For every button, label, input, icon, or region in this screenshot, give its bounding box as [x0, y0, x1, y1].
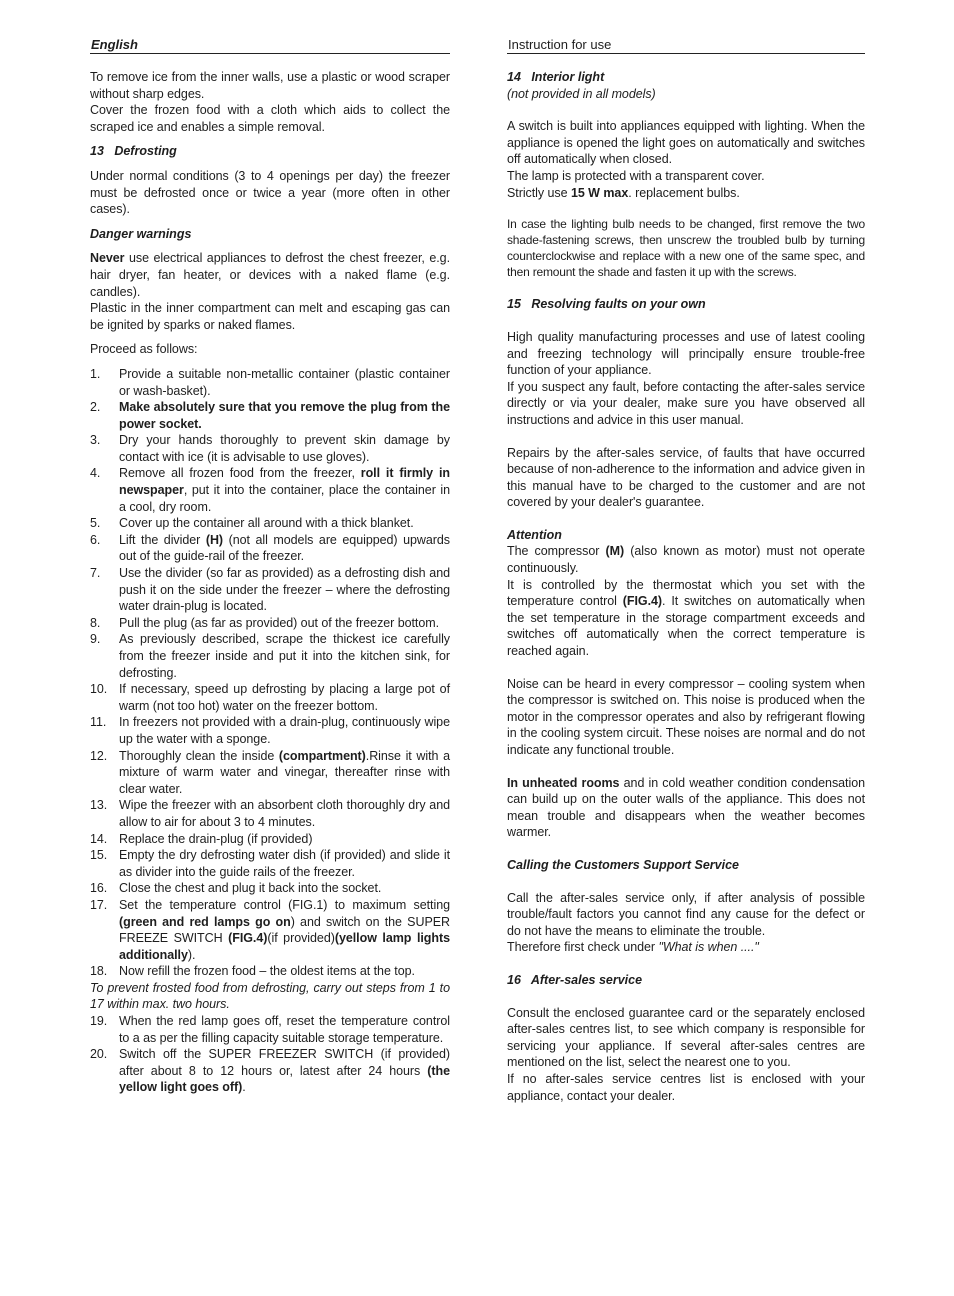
- list-item: 7. Use the divider (so far as provided) as a defrosting dish and push it on the side under the freezer – where the defrosting water drain-plug is located.: [90, 566, 450, 614]
- list-item: 15. Empty the dry defrosting water dish (if provided) and slide it as divider into the guide rails of the freezer.: [90, 848, 450, 879]
- noise-text: Noise can be heard in every compressor – cooling system when the compressor is switched on. This noise is produced when the motor in the compressor operates and also by refrigerant flowing in the cooling system circuit. These noises are normal and do not indicate any functional trouble.: [507, 676, 865, 757]
- interior-light-text-2: The lamp is protected with a transparent cover.: [507, 168, 765, 183]
- list-item: 11. In freezers not provided with a drain-plug, continuously wipe up the water with a sponge.: [90, 715, 450, 746]
- list-item: 5. Cover up the container all around with a thick blanket.: [90, 516, 414, 531]
- unheated-rooms-text: In unheated rooms and in cold weather condition condensation can build up on the outer walls of the appliance. This does not mean trouble and disappears when the weather becomes warmer.: [507, 775, 866, 840]
- interior-light-text-1: A switch is built into appliances equipped with lighting. When the appliance is opened the light goes on automatically and switches off automatically when closed.: [507, 119, 865, 167]
- list-item: 19. When the red lamp goes off, reset the temperature control to a as per the filling capacity suitable storage temperature.: [90, 1014, 450, 1045]
- calling-support-heading: Calling the Customers Support Service: [507, 857, 739, 872]
- left-column: [90, 36, 450, 1096]
- after-sales-text-1: Consult the enclosed guarantee card or the separately enclosed after-sales centres list, to see which company is responsible for servicing your appliance. If several after-sales centres are mentioned on the list, select the nearest one to you.: [507, 1005, 865, 1070]
- danger-warnings-heading: Danger warnings: [90, 226, 192, 241]
- list-item: 2. Make absolutely sure that you remove the plug from the power socket.: [90, 400, 450, 431]
- attention-text-1: The compressor (M) (also known as motor) must not operate continuously.: [507, 544, 865, 576]
- defrosting-text: Under normal conditions (3 to 4 openings per day) the freezer must be defrosted once or twice a year (more often in other cases).: [90, 168, 450, 217]
- resolving-faults-heading: 15 Resolving faults on your own: [507, 297, 706, 312]
- prevent-defrosting-note: To prevent frosted food from defrosting, carry out steps from 1 to 17 within max. two hours.: [90, 980, 450, 1012]
- list-item: 1. Provide a suitable non-metallic container (plastic container or wash-basket).: [90, 366, 450, 398]
- intro-paragraph-1: To remove ice from the inner walls, use a plastic or wood scraper without sharp edges.: [90, 70, 450, 101]
- list-item: 20. Switch off the SUPER FREEZER SWITCH (if provided) after about 8 to 12 hours or, latest after 24 hours (the yellow light goes off).: [90, 1047, 450, 1095]
- list-item: 10. If necessary, speed up defrosting by placing a large pot of warm (not too hot) water on the freezer bottom.: [90, 682, 450, 713]
- interior-light-subheading: (not provided in all models): [507, 86, 656, 101]
- bulb-change-text: In case the lighting bulb needs to be changed, first remove the two shade-fastening screws, then unscrew the troubled bulb by turning counterclockwise and replace with a new one of the same spec, and then remount the shade and fasten it up with the screws.: [507, 217, 865, 279]
- faults-text-2: If you suspect any fault, before contacting the after-sales service directly or via your dealer, make sure you have observed all instructions and advice in this user manual.: [507, 379, 865, 427]
- interior-light-text-3: Strictly use 15 W max. replacement bulbs.: [507, 185, 740, 200]
- list-item: 4. Remove all frozen food from the freezer, roll it firmly in newspaper, put it into the container, place the container in a cool, dry room.: [90, 466, 450, 514]
- interior-light-heading: 14 Interior light: [507, 70, 605, 84]
- list-item: 17. Set the temperature control (FIG.1) to maximum setting (green and red lamps go on) and switch on the SUPER FREEZE SWITCH (FIG.4)(if provided)(yellow lamp lights additionally).: [90, 897, 450, 962]
- manual-header: Instruction for use: [507, 36, 865, 54]
- defrosting-heading: 13 Defrosting: [90, 144, 177, 159]
- attention-heading: Attention: [507, 527, 562, 542]
- calling-text-2: Therefore first check under "What is when ....": [507, 940, 759, 955]
- danger-text-1: use electrical appliances to defrost the chest freezer, e.g. hair dryer, fan heater, or devices with a naked flame (e.g. candles).: [90, 251, 450, 299]
- after-sales-heading: 16 After-sales service: [507, 972, 643, 987]
- list-item: 9. As previously described, scrape the thickest ice carefully from the freezer inside and put it into the kitchen sink, for defrosting.: [90, 632, 450, 680]
- list-item: 12. Thoroughly clean the inside (compartment).Rinse it with a mixture of warm water and vinegar, thereafter rinse with clear water.: [90, 748, 450, 796]
- list-item: 18. Now refill the frozen food – the oldest items at the top.: [90, 964, 415, 979]
- faults-text-1: High quality manufacturing processes and use of latest cooling and freezing technology will principally ensure trouble-free function of your appliance.: [507, 329, 865, 378]
- right-column: [507, 36, 865, 1104]
- list-item: 3. Dry your hands thoroughly to prevent skin damage by contact with ice (it is advisable to use gloves).: [90, 433, 450, 464]
- attention-text-2: It is controlled by the thermostat which you set with the temperature control (FIG.4). It switches on automatically when the set temperature in the storage compartment exceeds and switches off automatically when the correct temperature is reached again.: [507, 577, 866, 659]
- calling-text-1: Call the after-sales service only, if after analysis of possible trouble/fault factors you cannot find any cause for the defect or do not have the means to eliminate the trouble.: [507, 890, 865, 938]
- danger-never: Never: [90, 251, 125, 266]
- list-item: 14. Replace the drain-plug (if provided): [90, 831, 313, 846]
- intro-paragraph-2: Cover the frozen food with a cloth which aids to collect the scraped ice and enables a simple removal.: [90, 103, 450, 134]
- list-item: 6. Lift the divider (H) (not all models are equipped) upwards out of the guide-rail of the freezer.: [90, 532, 450, 564]
- repairs-text: Repairs by the after-sales service, of faults that have occurred because of non-adherence to the information and advice given in this manual have to be charged to the customer and are not covered by your dealer's guarantee.: [507, 445, 865, 510]
- list-item: 16. Close the chest and plug it back into the socket.: [90, 881, 382, 896]
- list-item: 8. Pull the plug (as far as provided) out of the freezer bottom.: [90, 615, 440, 630]
- after-sales-text-2: If no after-sales service centres list is enclosed with your appliance, contact your dealer.: [507, 1071, 865, 1103]
- proceed-text: Proceed as follows:: [90, 342, 198, 357]
- defrost-steps-list-2: [90, 1013, 450, 1096]
- language-header: English: [90, 36, 450, 54]
- defrost-steps-list: [90, 366, 450, 980]
- danger-paragraph-1: [90, 250, 450, 300]
- list-item: 13. Wipe the freezer with an absorbent cloth thoroughly dry and allow to air for about 3 to 4 minutes.: [90, 798, 450, 829]
- danger-paragraph-2: Plastic in the inner compartment can melt and escaping gas can be ignited by sparks or naked flames.: [90, 301, 450, 332]
